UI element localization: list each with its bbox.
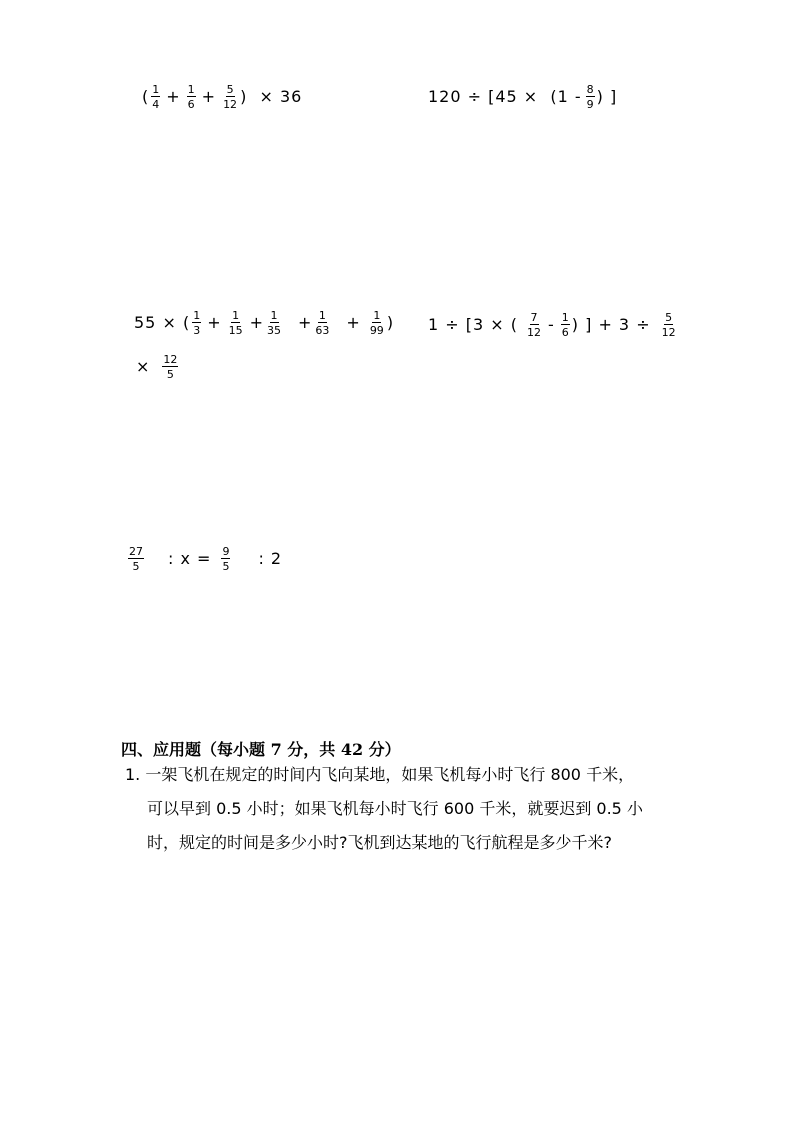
expression-middle: : x = xyxy=(168,549,212,568)
fraction xyxy=(128,546,144,572)
denominator: 63 xyxy=(315,324,330,337)
operator: + xyxy=(201,87,217,106)
numerator: 9 xyxy=(222,545,230,558)
denominator: 3 xyxy=(193,324,201,337)
expression-head: 120 ÷ [45 × (1 - xyxy=(428,87,582,106)
denominator: 12 xyxy=(527,326,541,339)
numerator: 1 xyxy=(561,311,569,324)
expression-tail: ) ] xyxy=(596,87,618,106)
fraction xyxy=(151,84,160,110)
numerator: 12 xyxy=(163,353,178,366)
operator: - xyxy=(548,315,555,334)
open-paren: ( xyxy=(142,87,150,106)
fraction xyxy=(586,84,595,110)
fraction xyxy=(561,312,570,338)
denominator: 15 xyxy=(228,324,243,337)
operator: × xyxy=(136,357,151,376)
expression-3 xyxy=(134,310,394,336)
denominator: 5 xyxy=(222,560,230,573)
fraction xyxy=(187,84,196,110)
expression-2 xyxy=(428,84,617,110)
expression-tail: ) × 36 xyxy=(240,87,303,106)
question-1-line-3: 时，规定的时间是多少小时?飞机到达某地的飞行航程是多少千米? xyxy=(147,833,612,852)
denominator: 5 xyxy=(166,368,174,381)
operator: + xyxy=(249,313,264,332)
expression-middle: ) ] + 3 ÷ xyxy=(571,315,651,334)
fraction xyxy=(266,310,282,336)
fraction xyxy=(526,312,542,338)
numerator: 1 xyxy=(270,309,278,322)
denominator: 99 xyxy=(369,324,384,337)
denominator: 35 xyxy=(267,324,281,337)
operator: + xyxy=(207,313,222,332)
operator: + xyxy=(166,87,181,106)
numerator: 1 xyxy=(232,309,240,322)
fraction xyxy=(162,354,178,380)
numerator: 1 xyxy=(152,83,160,96)
section-heading: 四、应用题（每小题 7 分，共 42 分） xyxy=(121,740,401,759)
fraction xyxy=(221,546,230,572)
fraction xyxy=(314,310,330,336)
close-paren: ) xyxy=(386,313,395,332)
question-1 xyxy=(125,758,725,860)
fraction xyxy=(192,310,201,336)
operator: + xyxy=(298,313,313,332)
expression-head: 55 × ( xyxy=(134,313,191,332)
numerator: 7 xyxy=(530,311,538,324)
denominator: 12 xyxy=(661,326,676,339)
fraction xyxy=(661,312,677,338)
denominator: 12 xyxy=(223,98,238,111)
expression-1 xyxy=(142,84,302,110)
numerator: 5 xyxy=(226,83,234,96)
numerator: 1 xyxy=(193,309,201,322)
numerator: 27 xyxy=(129,545,143,558)
question-1-line-2: 可以早到 0.5 小时；如果飞机每小时飞行 600 千米，就要迟到 0.5 小 xyxy=(147,799,643,818)
denominator: 4 xyxy=(152,98,160,111)
denominator: 5 xyxy=(132,560,140,573)
expression-4 xyxy=(428,312,679,338)
operator: + xyxy=(346,313,361,332)
expression-5 xyxy=(126,546,282,572)
question-1-line-1: 1. 一架飞机在规定的时间内飞向某地，如果飞机每小时飞行 800 千米， xyxy=(125,765,635,784)
fraction xyxy=(369,310,385,336)
expression-head: 1 ÷ [3 × ( xyxy=(428,315,518,334)
denominator: 6 xyxy=(561,326,569,339)
numerator: 1 xyxy=(373,309,381,322)
numerator: 5 xyxy=(665,311,673,324)
numerator: 8 xyxy=(586,83,594,96)
numerator: 1 xyxy=(318,309,326,322)
fraction xyxy=(228,310,244,336)
denominator: 6 xyxy=(187,98,195,111)
expression-tail: : 2 xyxy=(258,549,283,568)
expression-3-continuation xyxy=(136,354,180,380)
numerator: 1 xyxy=(187,83,195,96)
denominator: 9 xyxy=(586,98,594,111)
fraction xyxy=(222,84,238,110)
